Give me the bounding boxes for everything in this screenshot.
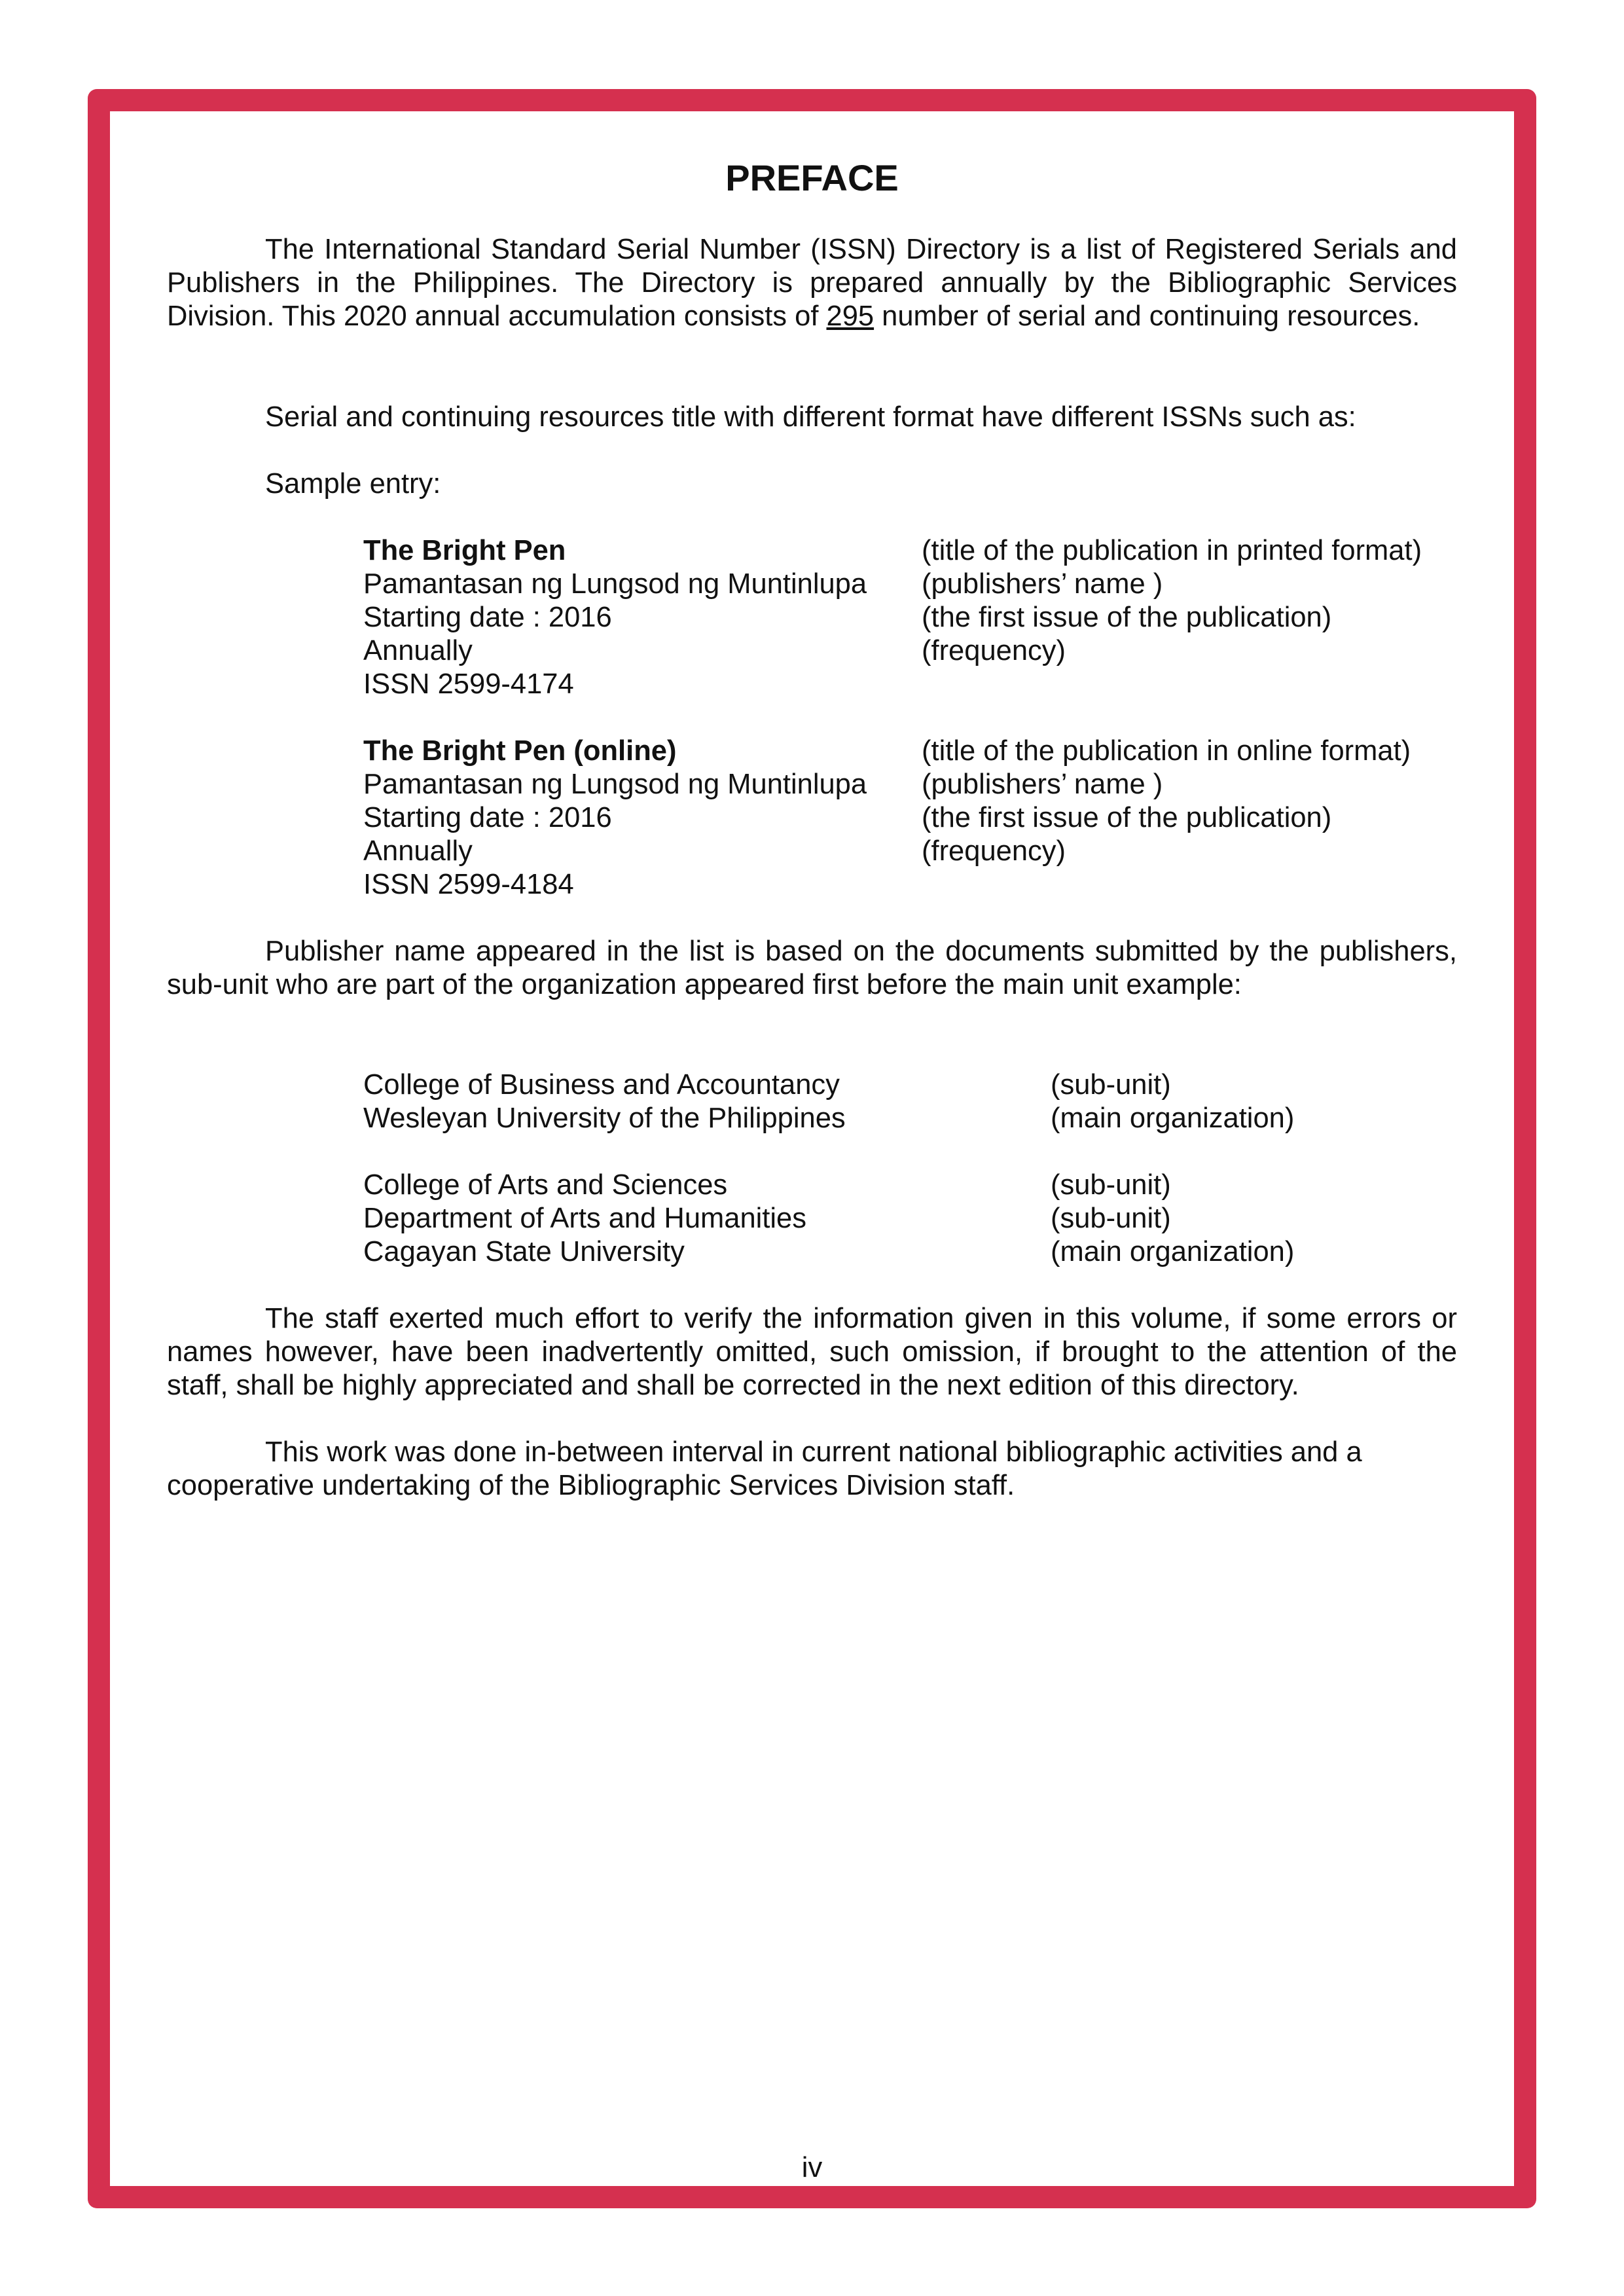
sample-entry-frequency: Annually <box>363 635 473 666</box>
org-name: Department of Arts and Humanities <box>363 1203 806 1234</box>
sample-entry-publisher-note: (publishers’ name ) <box>922 769 1163 800</box>
sample-entry-frequency-note: (frequency) <box>922 635 1066 666</box>
sample-entry-start-date: Starting date : 2016 <box>363 802 612 833</box>
serial-count: 295 <box>826 301 875 332</box>
sample-entry-issn: ISSN 2599-4184 <box>363 869 574 900</box>
sample-entry-label: Sample entry: <box>265 468 441 500</box>
sample-entry-title-note: (title of the publication in printed format) <box>922 535 1422 566</box>
sample-entry-frequency: Annually <box>363 835 473 867</box>
sample-entry-publisher: Pamantasan ng Lungsod ng Muntinlupa <box>363 568 867 600</box>
sample-entry-start-note: (the first issue of the publication) <box>922 602 1332 633</box>
org-role: (sub-unit) <box>1051 1169 1171 1201</box>
org-role: (main organization) <box>1051 1236 1295 1267</box>
closing-paragraph: This work was done in-between interval in current national bibliographic activities and a cooperative undertaking of the Bibliographic Services Division staff. <box>167 1436 1362 1501</box>
org-name: Wesleyan University of the Philippines <box>363 1102 846 1134</box>
intro-text-start: The International Standard Serial Number (ISSN) Directory is a list of Registered Serials and Publishers in the Philippines. The Directory is prepared annually by the Bibliographic Services Division. This 2020 annual accumulation consists of <box>167 234 1457 332</box>
sample-entry-publisher: Pamantasan ng Lungsod ng Muntinlupa <box>363 769 867 800</box>
page-title: PREFACE <box>725 157 899 198</box>
org-role: (sub-unit) <box>1051 1203 1171 1234</box>
intro-text-end: number of serial and continuing resources. <box>874 301 1420 332</box>
sample-entry-publisher-note: (publishers’ name ) <box>922 568 1163 600</box>
publisher-paragraph: Publisher name appeared in the list is based on the documents submitted by the publishers, sub-unit who are part of the organization appeared first before the main unit example: <box>167 936 1457 1000</box>
org-name: College of Business and Accountancy <box>363 1069 840 1101</box>
sample-entry-title-note: (title of the publication in online format) <box>922 735 1411 767</box>
sample-entry-start-note: (the first issue of the publication) <box>922 802 1332 833</box>
sample-entry-title: The Bright Pen <box>363 535 566 566</box>
org-name: Cagayan State University <box>363 1236 685 1267</box>
org-role: (main organization) <box>1051 1102 1295 1134</box>
formats-paragraph: Serial and continuing resources title with different format have different ISSNs such as: <box>265 401 1356 433</box>
page-number: iv <box>801 2152 823 2183</box>
sample-entry-issn: ISSN 2599-4174 <box>363 668 574 700</box>
sample-entry-title: The Bright Pen (online) <box>363 735 677 767</box>
intro-paragraph <box>167 233 1457 333</box>
sample-entry-start-date: Starting date : 2016 <box>363 602 612 633</box>
org-role: (sub-unit) <box>1051 1069 1171 1101</box>
sample-entry-frequency-note: (frequency) <box>922 835 1066 867</box>
errors-paragraph: The staff exerted much effort to verify the information given in this volume, if some errors or names however, have been inadvertently omitted, such omission, if brought to the attention of the staff, shall be highly appreciated and shall be corrected in the next edition of this directory. <box>167 1303 1457 1401</box>
org-name: College of Arts and Sciences <box>363 1169 728 1201</box>
